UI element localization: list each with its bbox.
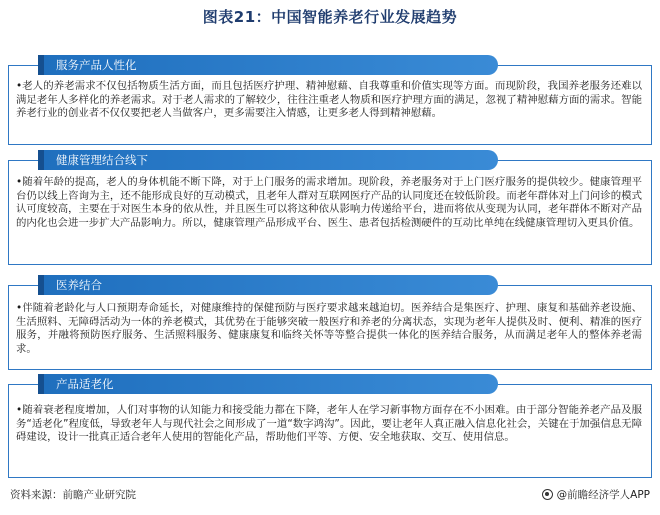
section-text: •伴随着老龄化与人口预期寿命延长，对健康维持的保健预防与医疗要求越来越迫切。医养结合是集医疗、护理、康复和基础养老设施、生活照料、无障碍活动为一体的养老模式，其优势在于能够突破一般医疗和养老的分离状态，实现为老年人提供及时、便利、精准的医疗服务，并融将预防医疗服务、生活照料服务、健康康复和临终关怀等等整合提供一体化的医养结合服务，从而满足老年人的整体养老需求。 bbox=[16, 302, 642, 355]
page-title: 图表21：中国智能养老行业发展趋势 bbox=[202, 8, 458, 26]
section-heading: 健康管理结合线下 bbox=[44, 150, 498, 170]
section-heading: 服务产品人性化 bbox=[44, 55, 498, 75]
section-heading: 医养结合 bbox=[44, 275, 498, 295]
section-heading: 产品适老化 bbox=[44, 374, 498, 394]
source-note: 资料来源：前瞻产业研究院 bbox=[10, 489, 136, 501]
section-text: •老人的养老需求不仅包括物质生活方面，而且包括医疗护理、精神慰藉、自我尊重和价值实现等方面。而现阶段，我国养老服务还难以满足老年人多样化的养老需求。对于老人需求的了解较少，往往注重老人物质和医疗护理方面的满足，忽视了精神慰藉方面的需求。智能养老行业的创业者不仅仅要把老人当做客户，更多需要注入情感，让更多老人得到精神慰藉。 bbox=[16, 80, 642, 120]
section-text: •随着衰老程度增加，人们对事物的认知能力和接受能力都在下降，老年人在学习新事物方面存在不小困难。由于部分智能养老产品及服务“适老化”程度低，导致老年人与现代社会之间形成了一道“数字鸿沟”。因此，要让老年人真正融入信息化社会，关键在于加强信息无障碍建设，设计一批真正适合老年人使用的智能化产品，帮助他们平等、方便、安全地获取、交互、使用信息。 bbox=[16, 404, 642, 444]
section-text: •随着年龄的提高，老人的身体机能不断下降，对于上门服务的需求增加。现阶段，养老服务对于上门医疗服务的提供较少。健康管理平台仍以线上咨询为主，还不能形成良好的互动模式，且老年人群对互联网医疗产品的认同度还在较低阶段。而老年群体对上门问诊的模式认可度较高，主要在于对医生本身的依从性，并且医生可以将这种依从影响力传递给平台，进而将依从变现为认同，老年群体不断对产品的内化也会进一步扩大产品影响力。所以，健康管理产品形成平台、医生、患者包括检测硬件的互动比单纯在线健康管理切入更具价值。 bbox=[16, 176, 642, 229]
brand-label: @前瞻经济学人APP bbox=[556, 489, 650, 501]
trend-section-health-management bbox=[8, 150, 652, 265]
trend-section-medical-elderly-care bbox=[8, 275, 652, 370]
trend-section-humanized-services bbox=[8, 55, 652, 145]
brand-credit bbox=[542, 487, 650, 502]
trend-section-elderly-friendly-products bbox=[8, 374, 652, 478]
circle-logo-icon bbox=[542, 489, 553, 500]
